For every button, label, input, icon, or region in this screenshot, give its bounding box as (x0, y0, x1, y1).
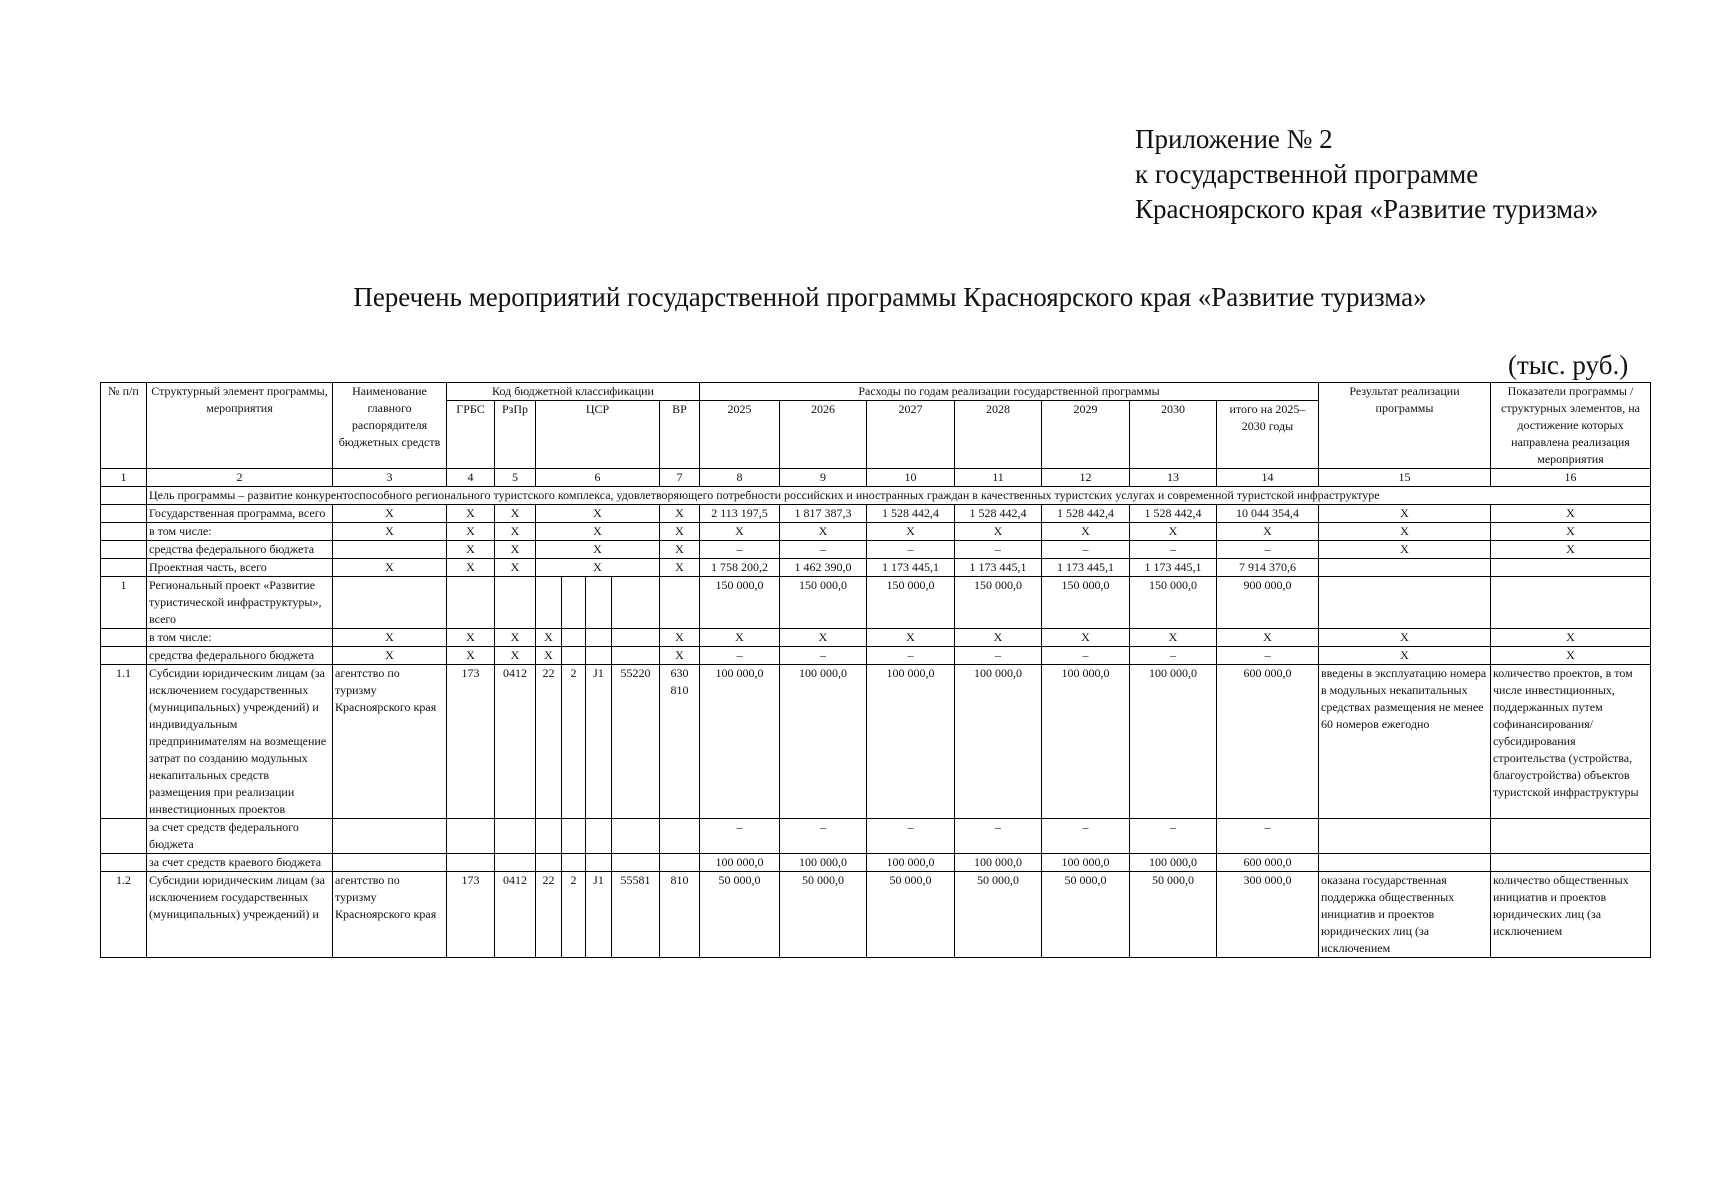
empty-cell (495, 577, 536, 629)
empty-cell (1319, 854, 1491, 872)
empty-cell (1491, 819, 1651, 854)
table-cell: X (955, 629, 1042, 647)
table-cell: X (700, 629, 780, 647)
empty-cell (660, 854, 700, 872)
colnum-10: 10 (867, 469, 955, 487)
table-cell: 2 (562, 872, 586, 958)
header-grbs: ГРБС (447, 401, 495, 469)
table-cell: X (495, 523, 536, 541)
appendix-header (1135, 122, 1598, 227)
table-cell: 1 173 445,1 (1042, 559, 1130, 577)
empty-cell (101, 629, 147, 647)
header-element: Структурный элемент программы, мероприятия (147, 383, 333, 469)
table-cell: 1.1 (101, 665, 147, 819)
appendix-line-3: Красноярского края «Развитие туризма» (1135, 194, 1599, 224)
colnum-6: 6 (536, 469, 660, 487)
header-2025: 2025 (700, 401, 780, 469)
table-cell: Субсидии юридическим лицам (за исключением государственных (муниципальных) учреждений) и (147, 872, 333, 958)
header-indicators: Показатели программы / структурных элементов, на достижение которых направлена реализация мероприятия (1491, 383, 1651, 469)
table-cell: 1 528 442,4 (1130, 505, 1217, 523)
empty-cell (536, 819, 562, 854)
table-cell: X (536, 523, 660, 541)
empty-cell (1491, 559, 1651, 577)
table-cell: X (447, 505, 495, 523)
header-csr: ЦСР (536, 401, 660, 469)
table-cell: X (447, 541, 495, 559)
units-label: (тыс. руб.) (1508, 350, 1629, 380)
table-cell: X (1319, 505, 1491, 523)
table-cell: 300 000,0 (1217, 872, 1319, 958)
table-cell: 1 462 390,0 (780, 559, 867, 577)
table-cell: – (867, 541, 955, 559)
table-cell: 1 528 442,4 (1042, 505, 1130, 523)
table-cell: 150 000,0 (1130, 577, 1217, 629)
table-cell: X (495, 647, 536, 665)
table-cell: количество проектов, в том числе инвестиционных, поддержанных путем софинансирования/ субсидирования строительства (устройства, благоустройства) объектов туристской инфраструктуры (1491, 665, 1651, 819)
table-cell: X (333, 647, 447, 665)
empty-cell (536, 854, 562, 872)
table-cell: 150 000,0 (1042, 577, 1130, 629)
table-cell: X (495, 559, 536, 577)
table-row (101, 629, 1651, 647)
table-cell: 7 914 370,6 (1217, 559, 1319, 577)
table-row (101, 665, 1651, 819)
header-row-1 (101, 383, 1651, 401)
table-cell: X (1319, 541, 1491, 559)
table-cell: 600 000,0 (1217, 854, 1319, 872)
table-cell: X (1491, 541, 1651, 559)
header-result: Результат реализации программы (1319, 383, 1491, 469)
table-cell: 22 (536, 665, 562, 819)
empty-cell (333, 819, 447, 854)
header-2027: 2027 (867, 401, 955, 469)
table-row (101, 577, 1651, 629)
table-cell: X (700, 523, 780, 541)
empty-cell (586, 854, 612, 872)
colnum-7: 7 (660, 469, 700, 487)
header-2028: 2028 (955, 401, 1042, 469)
table-cell: 173 (447, 665, 495, 819)
table-cell: X (333, 505, 447, 523)
table-cell: X (447, 647, 495, 665)
table-cell: – (1217, 819, 1319, 854)
header-2029: 2029 (1042, 401, 1130, 469)
empty-cell (562, 819, 586, 854)
table-cell: Субсидии юридическим лицам (за исключением государственных (муниципальных) учреждений) и индивидуальным предпринимателям на возмещение затрат по созданию модульных некапитальных средств размещения при реализации инвестиционных проектов (147, 665, 333, 819)
table-cell: X (660, 629, 700, 647)
empty-cell (562, 647, 586, 665)
table-cell: – (1042, 541, 1130, 559)
table-cell: X (1319, 629, 1491, 647)
table-cell: в том числе: (147, 523, 333, 541)
table-cell: в том числе: (147, 629, 333, 647)
empty-cell (495, 819, 536, 854)
appendix-line-2: к государственной программе (1135, 159, 1479, 189)
table-cell: X (867, 523, 955, 541)
table-cell: 1 817 387,3 (780, 505, 867, 523)
table-cell: 150 000,0 (700, 577, 780, 629)
table-cell: X (447, 559, 495, 577)
table-cell: 50 000,0 (1042, 872, 1130, 958)
table-cell: – (780, 541, 867, 559)
table-cell: X (447, 629, 495, 647)
table-cell: 55581 (612, 872, 660, 958)
table-cell: Региональный проект «Развитие туристической инфраструктуры», всего (147, 577, 333, 629)
table-cell: X (495, 629, 536, 647)
table-cell: 100 000,0 (780, 854, 867, 872)
table-cell: – (1042, 819, 1130, 854)
table-cell: X (536, 559, 660, 577)
empty-cell (101, 505, 147, 523)
table-cell: X (447, 523, 495, 541)
empty-cell (562, 629, 586, 647)
header-expenses: Расходы по годам реализации государственной программы (700, 383, 1319, 401)
table-cell: – (780, 647, 867, 665)
empty-cell (612, 819, 660, 854)
table-cell: 1 758 200,2 (700, 559, 780, 577)
table-cell: – (700, 541, 780, 559)
table-row (101, 872, 1651, 958)
goal-row (101, 487, 1651, 505)
table-cell: – (1130, 819, 1217, 854)
empty-cell (333, 577, 447, 629)
table-cell: – (955, 541, 1042, 559)
table-cell: X (495, 505, 536, 523)
table-cell: 900 000,0 (1217, 577, 1319, 629)
empty-cell (1491, 577, 1651, 629)
header-kbk: Код бюджетной классификации (447, 383, 700, 401)
table-cell: 0412 (495, 872, 536, 958)
table-cell: Проектная часть, всего (147, 559, 333, 577)
empty-cell (333, 854, 447, 872)
empty-cell (101, 559, 147, 577)
table-cell: 100 000,0 (700, 665, 780, 819)
table-cell: X (536, 647, 562, 665)
table-cell: 100 000,0 (1042, 665, 1130, 819)
table-cell: 810 (660, 872, 700, 958)
table-cell: средства федерального бюджета (147, 647, 333, 665)
empty-cell (447, 819, 495, 854)
table-cell: X (780, 523, 867, 541)
empty-cell (101, 541, 147, 559)
program-goal: Цель программы – развитие конкурентоспособного регионального туристского комплекса, удовлетворяющего потребности российских и иностранных граждан в качественных туристских услугах и современной туристской инфраструктуре (147, 487, 1651, 505)
header-2026: 2026 (780, 401, 867, 469)
colnum-12: 12 (1042, 469, 1130, 487)
table-cell: 100 000,0 (955, 665, 1042, 819)
colnum-5: 5 (495, 469, 536, 487)
empty-cell (495, 854, 536, 872)
table-row (101, 505, 1651, 523)
table-cell: 150 000,0 (780, 577, 867, 629)
table-cell: X (536, 505, 660, 523)
empty-cell (447, 577, 495, 629)
table-cell: Государственная программа, всего (147, 505, 333, 523)
empty-cell (1319, 819, 1491, 854)
table-row (101, 854, 1651, 872)
table-cell: 10 044 354,4 (1217, 505, 1319, 523)
table-cell: – (1130, 647, 1217, 665)
table-cell: 1 528 442,4 (867, 505, 955, 523)
table-cell: 1 173 445,1 (867, 559, 955, 577)
colnum-4: 4 (447, 469, 495, 487)
empty-cell (562, 854, 586, 872)
empty-cell (562, 577, 586, 629)
table-row (101, 523, 1651, 541)
table-cell: X (536, 629, 562, 647)
table-cell: 50 000,0 (700, 872, 780, 958)
table-cell: за счет средств федерального бюджета (147, 819, 333, 854)
table-cell: введены в эксплуатацию номера в модульных некапитальных средствах размещения не менее 60 номеров ежегодно (1319, 665, 1491, 819)
empty-cell (586, 577, 612, 629)
table-cell: 22 (536, 872, 562, 958)
table-cell: – (955, 647, 1042, 665)
table-cell: X (1042, 523, 1130, 541)
table-cell: X (660, 541, 700, 559)
empty-cell (1319, 577, 1491, 629)
table-cell: X (333, 523, 447, 541)
table-cell: 50 000,0 (1130, 872, 1217, 958)
colnum-9: 9 (780, 469, 867, 487)
table-cell: 630 810 (660, 665, 700, 819)
header-vr: ВР (660, 401, 700, 469)
table-cell: 1 528 442,4 (955, 505, 1042, 523)
table-cell: 100 000,0 (955, 854, 1042, 872)
table-cell: X (1491, 647, 1651, 665)
header-total: итого на 2025–2030 годы (1217, 401, 1319, 469)
header-2030: 2030 (1130, 401, 1217, 469)
table-cell: – (1217, 541, 1319, 559)
table-cell: X (1319, 523, 1491, 541)
table-cell: X (1319, 647, 1491, 665)
table-cell: X (780, 629, 867, 647)
empty-cell (101, 487, 147, 505)
empty-cell (586, 819, 612, 854)
table-cell: 2 (562, 665, 586, 819)
colnum-14: 14 (1217, 469, 1319, 487)
header-rzpr: РзПр (495, 401, 536, 469)
colnum-3: 3 (333, 469, 447, 487)
table-cell: X (660, 505, 700, 523)
colnum-15: 15 (1319, 469, 1491, 487)
table-cell: агентство по туризму Красноярского края (333, 872, 447, 958)
table-row (101, 559, 1651, 577)
table-cell: X (1130, 523, 1217, 541)
table-cell: 55220 (612, 665, 660, 819)
table-cell: средства федерального бюджета (147, 541, 333, 559)
table-cell: X (660, 559, 700, 577)
table-cell: X (867, 629, 955, 647)
empty-cell (1319, 559, 1491, 577)
table-cell: X (1491, 505, 1651, 523)
table-row (101, 819, 1651, 854)
table-cell: агентство по туризму Красноярского края (333, 665, 447, 819)
table-cell: – (700, 647, 780, 665)
table-cell: X (1491, 629, 1651, 647)
table-cell: – (700, 819, 780, 854)
empty-cell (101, 523, 147, 541)
table-cell: X (1130, 629, 1217, 647)
table-cell: X (333, 629, 447, 647)
table-cell: 150 000,0 (867, 577, 955, 629)
table-cell: 100 000,0 (1130, 854, 1217, 872)
empty-cell (101, 854, 147, 872)
table-cell: 100 000,0 (867, 665, 955, 819)
table-cell: X (1491, 523, 1651, 541)
empty-cell (101, 819, 147, 854)
table-row (101, 541, 1651, 559)
table-cell: – (867, 647, 955, 665)
table-cell: 1 173 445,1 (955, 559, 1042, 577)
measures-table (100, 382, 1651, 958)
empty-cell (1491, 854, 1651, 872)
empty-cell (612, 577, 660, 629)
table-cell: 1 (101, 577, 147, 629)
table-cell: 100 000,0 (867, 854, 955, 872)
colnum-13: 13 (1130, 469, 1217, 487)
table-cell: количество общественных инициатив и проектов юридических лиц (за исключением (1491, 872, 1651, 958)
colnum-11: 11 (955, 469, 1042, 487)
table-cell: 173 (447, 872, 495, 958)
table-cell: – (867, 819, 955, 854)
colnum-16: 16 (1491, 469, 1651, 487)
table-cell: 50 000,0 (867, 872, 955, 958)
table-cell: X (1217, 629, 1319, 647)
table-cell: 100 000,0 (780, 665, 867, 819)
table-cell: 0412 (495, 665, 536, 819)
empty-cell (536, 577, 562, 629)
table-cell: X (660, 523, 700, 541)
empty-cell (612, 854, 660, 872)
table-cell: 1.2 (101, 872, 147, 958)
table-cell: 600 000,0 (1217, 665, 1319, 819)
empty-cell (586, 629, 612, 647)
table-cell: – (780, 819, 867, 854)
table-cell: 100 000,0 (700, 854, 780, 872)
table-cell: – (1217, 647, 1319, 665)
table-cell: J1 (586, 665, 612, 819)
empty-cell (333, 541, 447, 559)
table-cell: 1 173 445,1 (1130, 559, 1217, 577)
empty-cell (660, 577, 700, 629)
table-cell: оказана государственная поддержка общественных инициатив и проектов юридических лиц (за исключением (1319, 872, 1491, 958)
table-cell: X (495, 541, 536, 559)
table-cell: 2 113 197,5 (700, 505, 780, 523)
empty-cell (101, 647, 147, 665)
table-row (101, 647, 1651, 665)
empty-cell (612, 647, 660, 665)
table-cell: – (1042, 647, 1130, 665)
table-cell: X (1217, 523, 1319, 541)
table-cell: X (955, 523, 1042, 541)
header-admin: Наименование главного распорядителя бюджетных средств (333, 383, 447, 469)
table-cell: 100 000,0 (1042, 854, 1130, 872)
table-cell: 100 000,0 (1130, 665, 1217, 819)
table-cell: – (955, 819, 1042, 854)
table-cell: – (1130, 541, 1217, 559)
colnum-2: 2 (147, 469, 333, 487)
table-cell: X (660, 647, 700, 665)
header-num: № п/п (101, 383, 147, 469)
table-cell: 50 000,0 (780, 872, 867, 958)
empty-cell (660, 819, 700, 854)
empty-cell (447, 854, 495, 872)
colnum-1: 1 (101, 469, 147, 487)
appendix-line-1: Приложение № 2 (1135, 124, 1333, 154)
table-cell: X (1042, 629, 1130, 647)
document-title: Перечень мероприятий государственной программы Красноярского края «Развитие туризма» (353, 282, 1427, 312)
table-cell: 50 000,0 (955, 872, 1042, 958)
table-cell: 150 000,0 (955, 577, 1042, 629)
empty-cell (586, 647, 612, 665)
column-numbers-row (101, 469, 1651, 487)
colnum-8: 8 (700, 469, 780, 487)
table-cell: за счет средств краевого бюджета (147, 854, 333, 872)
table-cell: X (333, 559, 447, 577)
table-cell: X (536, 541, 660, 559)
table-cell: J1 (586, 872, 612, 958)
empty-cell (612, 629, 660, 647)
